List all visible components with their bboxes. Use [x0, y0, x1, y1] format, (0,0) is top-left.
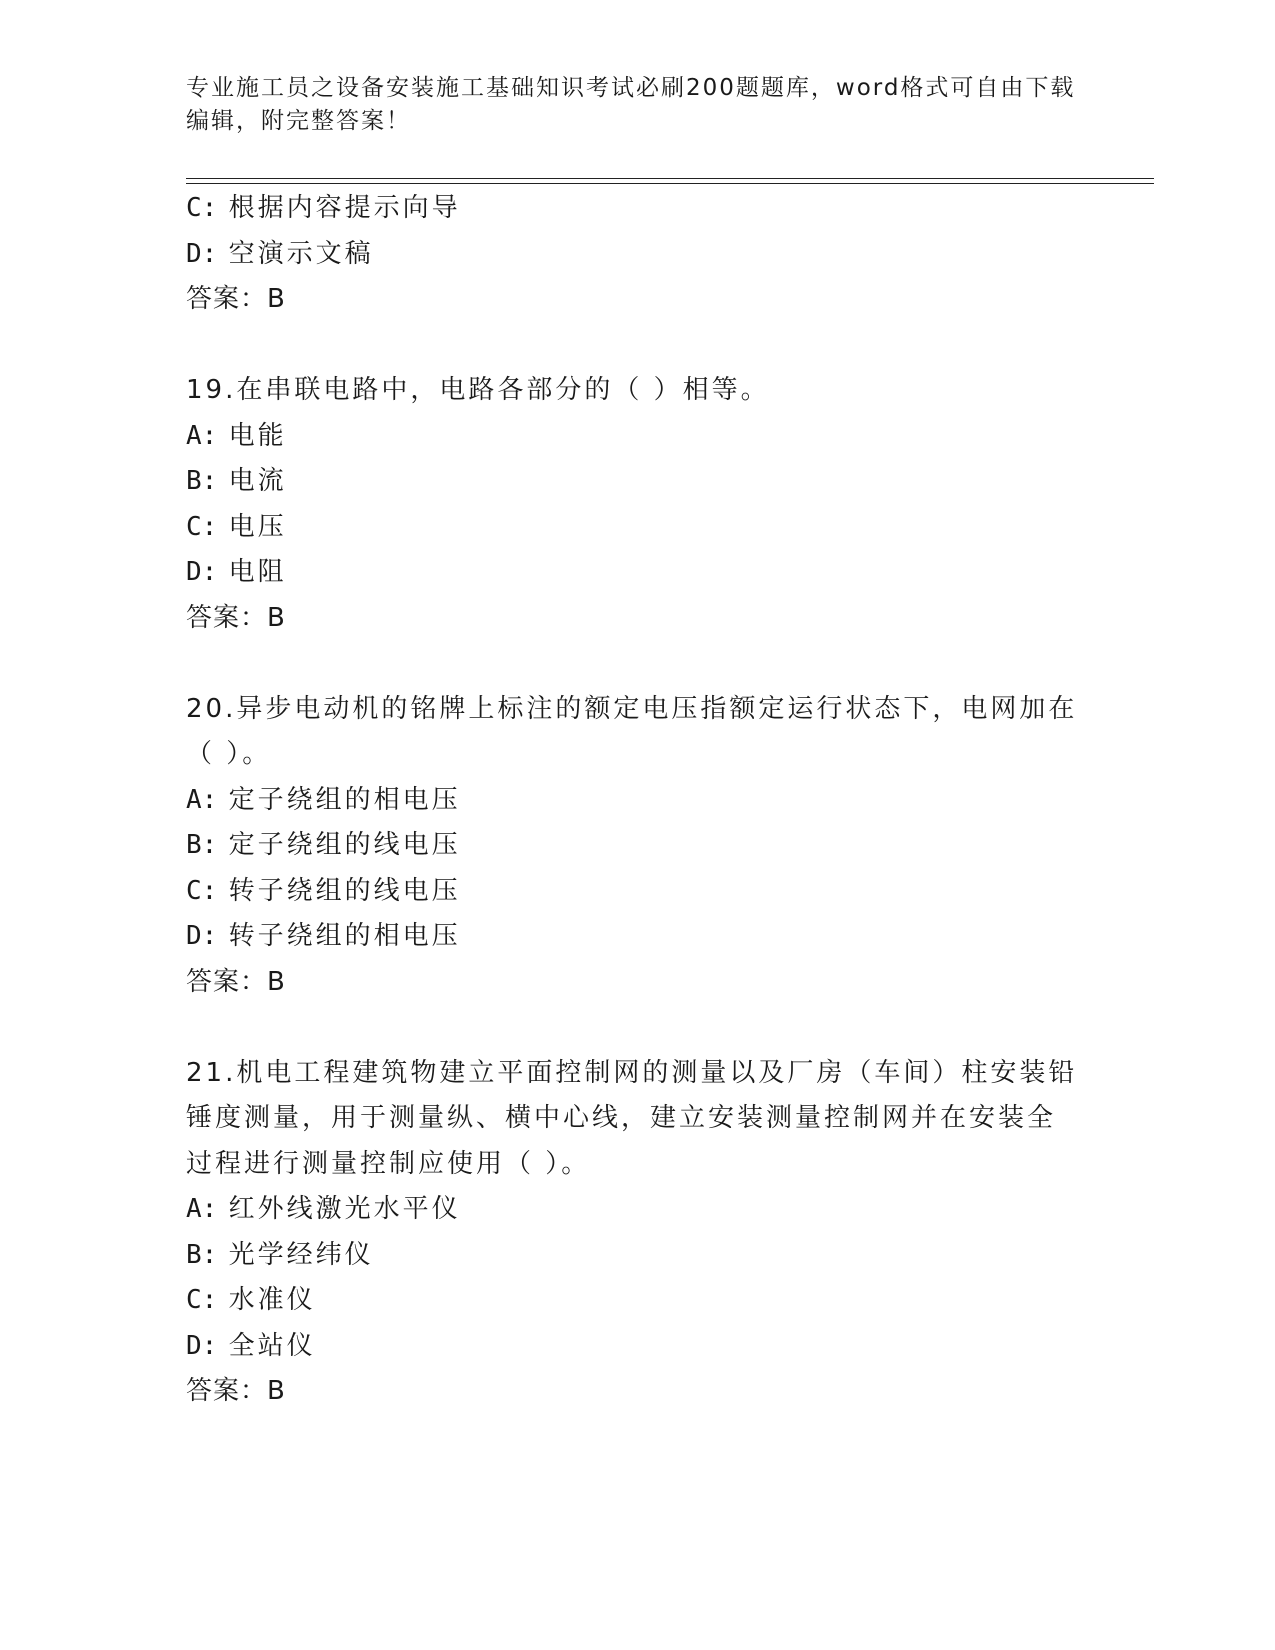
option-c — [186, 869, 1086, 915]
option-a — [186, 1187, 1086, 1233]
option-text: 转子绕组的线电压 — [228, 875, 461, 906]
option-text: 红外线激光水平仪 — [228, 1194, 461, 1224]
option-letter: B: — [186, 1239, 218, 1270]
option-letter: C: — [186, 193, 218, 223]
option-a — [186, 414, 1086, 460]
option-b — [186, 459, 1086, 505]
option-letter: A: — [186, 420, 218, 451]
option-c — [186, 505, 1086, 551]
option-letter: C: — [186, 875, 218, 906]
question-stem-continued: 过程进行测量控制应使用（ ）。 — [186, 1148, 591, 1179]
answer: 答案：B — [186, 966, 286, 997]
option-text: 光学经纬仪 — [228, 1239, 374, 1270]
option-letter: B: — [186, 830, 218, 860]
question-20 — [186, 687, 1086, 1006]
header-title-line-1: 专业施工员之设备安装施工基础知识考试必刷200题题库，word格式可自由下载 — [186, 75, 1076, 101]
question-content — [186, 186, 1086, 1415]
option-text: 电压 — [228, 511, 287, 542]
question-stem-continued: 锤度测量，用于测量纵、横中心线，建立安装测量控制网并在安装全 — [186, 1103, 1057, 1133]
question-stem: 21.机电工程建筑物建立平面控制网的测量以及厂房（车间）柱安装铅 — [186, 1057, 1078, 1088]
option-b — [186, 823, 1086, 869]
option-letter: A: — [186, 784, 218, 815]
option-text: 空演示文稿 — [228, 238, 374, 269]
option-letter: D: — [186, 1330, 218, 1361]
option-text: 电能 — [228, 420, 287, 451]
question-21 — [186, 1051, 1086, 1415]
option-text: 电阻 — [228, 557, 287, 587]
option-letter: D: — [186, 557, 218, 587]
header-title-line-2: 编辑，附完整答案！ — [186, 108, 411, 134]
option-d — [186, 232, 1086, 278]
answer: 答案：B — [186, 1376, 286, 1406]
option-letter: D: — [186, 921, 218, 951]
answer: 答案：B — [186, 602, 286, 633]
option-letter: D: — [186, 238, 218, 269]
option-d — [186, 914, 1086, 960]
fragment-block — [186, 186, 1086, 323]
option-letter: A: — [186, 1194, 218, 1224]
option-letter: B: — [186, 466, 218, 496]
option-d — [186, 550, 1086, 596]
question-19 — [186, 368, 1086, 641]
option-letter: C: — [186, 511, 218, 542]
header-divider-top — [186, 178, 1154, 179]
option-text: 转子绕组的相电压 — [228, 921, 461, 951]
option-text: 定子绕组的相电压 — [228, 784, 461, 815]
option-d — [186, 1324, 1086, 1370]
question-stem: 19.在串联电路中，电路各部分的（ ）相等。 — [186, 375, 770, 405]
option-text: 电流 — [228, 466, 287, 496]
option-text: 根据内容提示向导 — [228, 193, 461, 223]
question-stem-continued: （ ）。 — [186, 739, 272, 769]
option-text: 全站仪 — [228, 1330, 316, 1361]
question-stem: 20.异步电动机的铭牌上标注的额定电压指额定运行状态下，电网加在 — [186, 693, 1078, 724]
option-b — [186, 1233, 1086, 1279]
option-letter: C: — [186, 1285, 218, 1315]
answer: 答案：B — [186, 284, 286, 314]
header-divider-bottom — [186, 183, 1154, 184]
option-c — [186, 186, 1086, 232]
page-header — [186, 72, 1086, 138]
option-text: 定子绕组的线电压 — [228, 830, 461, 860]
option-text: 水准仪 — [228, 1285, 316, 1315]
option-a — [186, 778, 1086, 824]
option-c — [186, 1278, 1086, 1324]
